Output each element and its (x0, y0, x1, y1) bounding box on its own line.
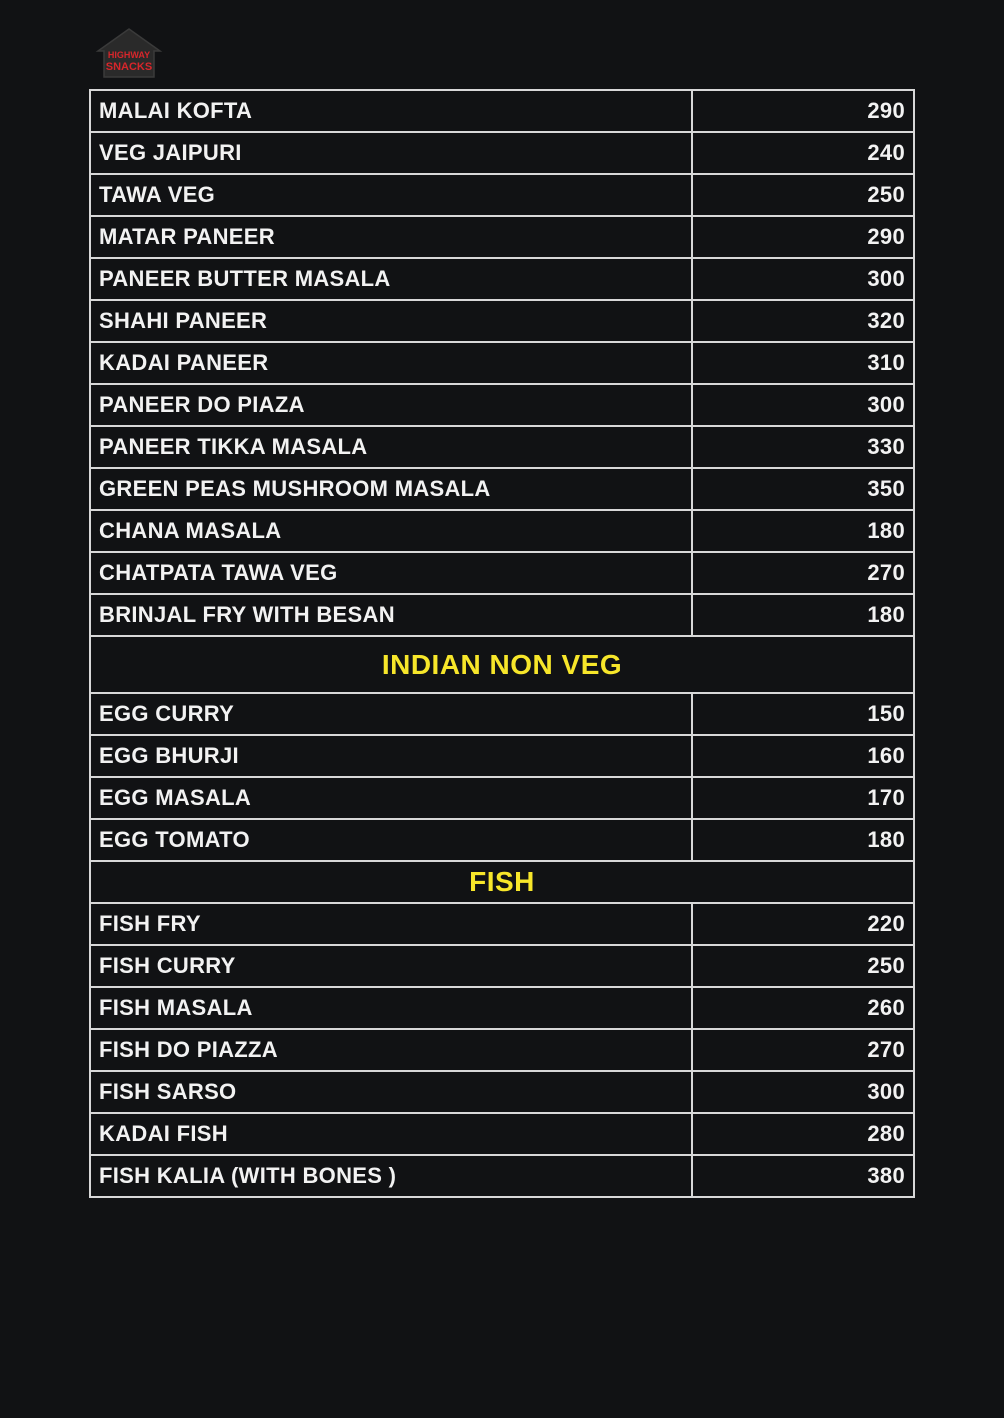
item-name: EGG BHURJI (90, 735, 692, 777)
item-name: MATAR PANEER (90, 216, 692, 258)
item-price: 330 (692, 426, 914, 468)
item-name: KADAI FISH (90, 1113, 692, 1155)
menu-table (89, 89, 915, 1198)
item-price: 300 (692, 384, 914, 426)
section-header (90, 861, 914, 903)
item-name: VEG JAIPURI (90, 132, 692, 174)
menu-row (90, 552, 914, 594)
item-name: CHANA MASALA (90, 510, 692, 552)
item-price: 220 (692, 903, 914, 945)
item-name: KADAI PANEER (90, 342, 692, 384)
item-price: 180 (692, 510, 914, 552)
house-logo-icon (94, 27, 164, 81)
menu-row (90, 1113, 914, 1155)
menu-row (90, 216, 914, 258)
item-price: 160 (692, 735, 914, 777)
menu-row (90, 468, 914, 510)
menu-row (90, 90, 914, 132)
item-name: FISH SARSO (90, 1071, 692, 1113)
menu-row (90, 735, 914, 777)
item-name: GREEN PEAS MUSHROOM MASALA (90, 468, 692, 510)
menu-row (90, 300, 914, 342)
menu-row (90, 258, 914, 300)
item-price: 290 (692, 90, 914, 132)
item-price: 380 (692, 1155, 914, 1197)
menu-row (90, 426, 914, 468)
section-header (90, 636, 914, 693)
logo-text-line2: SNACKS (105, 61, 153, 73)
menu-row (90, 777, 914, 819)
menu-row (90, 510, 914, 552)
item-name: FISH KALIA (WITH BONES ) (90, 1155, 692, 1197)
item-price: 170 (692, 777, 914, 819)
item-price: 260 (692, 987, 914, 1029)
menu-row (90, 132, 914, 174)
item-name: SHAHI PANEER (90, 300, 692, 342)
item-price: 350 (692, 468, 914, 510)
item-price: 250 (692, 174, 914, 216)
section-title: INDIAN NON VEG (90, 636, 914, 693)
menu-row (90, 945, 914, 987)
item-name: FISH DO PIAZZA (90, 1029, 692, 1071)
menu-row (90, 1071, 914, 1113)
item-price: 150 (692, 693, 914, 735)
item-name: PANEER DO PIAZA (90, 384, 692, 426)
item-price: 180 (692, 594, 914, 636)
menu-row (90, 987, 914, 1029)
brand-logo (94, 27, 164, 81)
item-name: PANEER TIKKA MASALA (90, 426, 692, 468)
menu-row (90, 1155, 914, 1197)
item-price: 240 (692, 132, 914, 174)
item-price: 300 (692, 258, 914, 300)
item-price: 270 (692, 1029, 914, 1071)
menu-row (90, 1029, 914, 1071)
menu-row (90, 903, 914, 945)
item-name: BRINJAL FRY WITH BESAN (90, 594, 692, 636)
item-price: 280 (692, 1113, 914, 1155)
item-price: 310 (692, 342, 914, 384)
menu-row (90, 594, 914, 636)
item-name: EGG TOMATO (90, 819, 692, 861)
menu-row (90, 342, 914, 384)
logo-text-line1: HIGHWAY (107, 50, 151, 60)
item-name: MALAI KOFTA (90, 90, 692, 132)
item-name: EGG CURRY (90, 693, 692, 735)
item-name: TAWA VEG (90, 174, 692, 216)
menu-row (90, 174, 914, 216)
item-price: 270 (692, 552, 914, 594)
section-title: FISH (90, 861, 914, 903)
menu-row (90, 384, 914, 426)
item-name: FISH FRY (90, 903, 692, 945)
item-price: 290 (692, 216, 914, 258)
menu-row (90, 693, 914, 735)
item-name: CHATPATA TAWA VEG (90, 552, 692, 594)
item-name: EGG MASALA (90, 777, 692, 819)
item-name: PANEER BUTTER MASALA (90, 258, 692, 300)
item-price: 250 (692, 945, 914, 987)
menu-row (90, 819, 914, 861)
item-price: 300 (692, 1071, 914, 1113)
item-price: 180 (692, 819, 914, 861)
item-price: 320 (692, 300, 914, 342)
item-name: FISH CURRY (90, 945, 692, 987)
item-name: FISH MASALA (90, 987, 692, 1029)
